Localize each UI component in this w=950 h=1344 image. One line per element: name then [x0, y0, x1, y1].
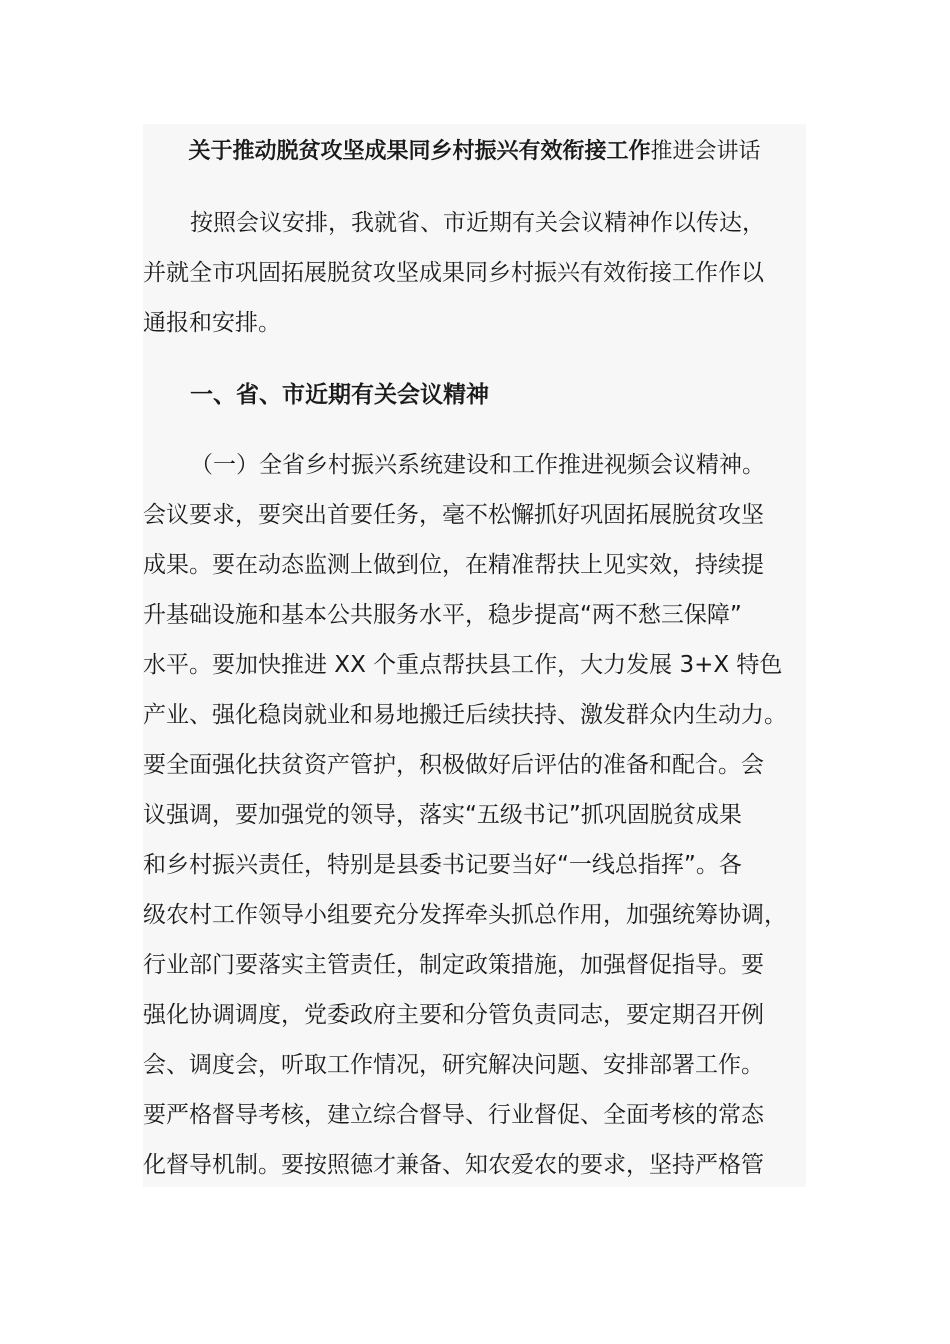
intro-line: 通报和安排。: [143, 310, 281, 336]
intro-paragraph: [143, 198, 806, 348]
section-paragraph: [143, 440, 806, 1190]
paragraph-line: 强化协调调度，党委政府主要和分管负责同志，要定期召开例: [143, 1002, 764, 1028]
paragraph-line: 水平。要加快推进 XX 个重点帮扶县工作，大力发展 3+X 特色: [143, 652, 783, 678]
paragraph-line: （一）全省乡村振兴系统建设和工作推进视频会议精神。: [190, 452, 765, 478]
paragraph-line: 和乡村振兴责任，特别是县委书记要当好“一线总指挥”。各: [143, 852, 742, 878]
paragraph-line: 级农村工作领导小组要充分发挥牵头抓总作用，加强统筹协调，: [143, 902, 787, 928]
paragraph-line: 行业部门要落实主管责任，制定政策措施，加强督促指导。要: [143, 952, 764, 978]
section-heading: 一、省、市近期有关会议精神: [190, 382, 489, 408]
paragraph-line: 升基础设施和基本公共服务水平，稳步提高“两不愁三保障”: [143, 602, 742, 628]
paragraph-line: 化督导机制。要按照德才兼备、知农爱农的要求，坚持严格管: [143, 1152, 764, 1178]
paragraph-line: 要全面强化扶贫资产管护，积极做好后评估的准备和配合。会: [143, 752, 764, 778]
intro-line: 按照会议安排，我就省、市近期有关会议精神作以传达，: [190, 210, 765, 236]
document-page: [143, 124, 806, 1187]
title-normal-part: 推进会讲话: [650, 139, 761, 164]
paragraph-line: 产业、强化稳岗就业和易地搬迁后续扶持、激发群众内生动力。: [143, 702, 787, 728]
paragraph-line: 成果。要在动态监测上做到位，在精准帮扶上见实效，持续提: [143, 552, 764, 578]
paragraph-line: 议强调，要加强党的领导，落实“五级书记”抓巩固脱贫成果: [143, 802, 742, 828]
title-bold-part: 关于推动脱贫攻坚成果同乡村振兴有效衔接工作: [188, 139, 651, 164]
paragraph-line: 会议要求，要突出首要任务，毫不松懈抓好巩固拓展脱贫攻坚: [143, 502, 764, 528]
paragraph-line: 要严格督导考核，建立综合督导、行业督促、全面考核的常态: [143, 1102, 764, 1128]
paragraph-line: 会、调度会，听取工作情况，研究解决问题、安排部署工作。: [143, 1052, 764, 1078]
document-title: [143, 124, 806, 179]
intro-line: 并就全市巩固拓展脱贫攻坚成果同乡村振兴有效衔接工作作以: [143, 260, 764, 286]
